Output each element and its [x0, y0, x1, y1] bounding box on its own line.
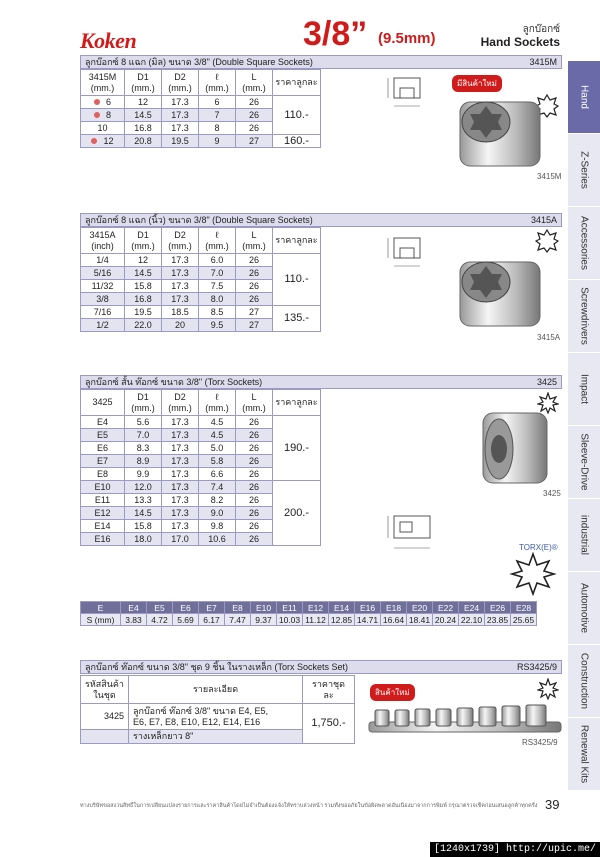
cell: 20	[162, 319, 199, 332]
cell: 17.3	[162, 507, 199, 520]
cell: 17.3	[162, 520, 199, 533]
size-cell: 8	[81, 109, 125, 122]
section-title: ลูกบ๊อกซ์ ท๊อกซ์ ขนาด 3/8" ชุด 9 ชิ้น ในรางเหล็ก (Torx Sockets Set) RS3425/9	[80, 660, 562, 674]
tab-hand[interactable]: Hand	[568, 60, 600, 133]
cell: 5.8	[199, 455, 236, 468]
price-cell: 110.-	[273, 96, 321, 135]
cell: 12	[125, 254, 162, 267]
cell: E11	[277, 602, 303, 614]
cell: 6.0	[199, 254, 236, 267]
cell: 6.6	[199, 468, 236, 481]
cell: 11.12	[303, 614, 329, 626]
col-header: ℓ (mm.)	[199, 228, 236, 254]
cell: 17.3	[162, 416, 199, 429]
cell: E12	[303, 602, 329, 614]
table-row	[81, 306, 321, 319]
col-header: D2 (mm.)	[162, 390, 199, 416]
cell: E4	[121, 602, 147, 614]
cell: 17.3	[162, 109, 199, 122]
torx-icon	[537, 678, 559, 700]
cell: 26	[236, 96, 273, 109]
price-cell: 1,750.-	[303, 704, 355, 744]
table-row	[81, 254, 321, 267]
col-header: รหัสสินค้า ในชุด	[81, 676, 129, 704]
tab-z-series[interactable]: Z-Series	[568, 133, 600, 206]
size-cell: 6	[81, 96, 125, 109]
cell: 12.0	[125, 481, 162, 494]
table-row	[81, 96, 321, 109]
cell: 5.0	[199, 442, 236, 455]
section-title: ลูกบ๊อกซ์ 8 แฉก (นิ้ว) ขนาด 3/8" (Double Square Sockets) 3415A	[80, 213, 562, 227]
tab-construction[interactable]: Construction	[568, 644, 600, 717]
cell: E28	[511, 602, 537, 614]
cell	[81, 730, 129, 744]
size-cell: 3/8	[81, 293, 125, 306]
socket-photo-3425	[475, 405, 555, 487]
cell: 17.3	[162, 293, 199, 306]
new-item-dot	[91, 138, 97, 144]
cell: E20	[407, 602, 433, 614]
col-header: ราคาลูกละ	[273, 228, 321, 254]
cell: 17.3	[162, 481, 199, 494]
size-cell: 10	[81, 122, 125, 135]
double-square-icon	[535, 229, 559, 253]
cell: 9.0	[199, 507, 236, 520]
size-cell: 11/32	[81, 280, 125, 293]
cell: รางเหล็กยาว 8"	[129, 730, 303, 744]
cell: 26	[236, 520, 273, 533]
cell: E26	[485, 602, 511, 614]
cell: E16	[355, 602, 381, 614]
set-table	[80, 675, 355, 744]
cell: 19.5	[162, 135, 199, 148]
cell: 26	[236, 481, 273, 494]
cell: 26	[236, 254, 273, 267]
cell: 5.6	[125, 416, 162, 429]
table-row	[81, 676, 355, 704]
cell: 17.3	[162, 494, 199, 507]
cell: 4.5	[199, 429, 236, 442]
price-cell: 200.-	[273, 481, 321, 546]
cell: 7	[199, 109, 236, 122]
section-rs3425-9	[80, 660, 562, 675]
spec-table	[80, 227, 321, 332]
tab-sleeve-drive[interactable]: Sleeve-Drive	[568, 425, 600, 498]
cell: 17.3	[162, 468, 199, 481]
tab-accessories[interactable]: Accessories	[568, 206, 600, 279]
cell: 16.8	[125, 293, 162, 306]
size-cell: 5/16	[81, 267, 125, 280]
size-cell: E14	[81, 520, 125, 533]
size-cell: E16	[81, 533, 125, 546]
cell: E18	[381, 602, 407, 614]
socket-dimension-diagram	[380, 230, 450, 276]
cell: 26	[236, 468, 273, 481]
table-row	[81, 614, 537, 626]
cell: 8.3	[125, 442, 162, 455]
page-title-thai: ลูกบ๊อกซ์	[522, 24, 560, 35]
cell: 26	[236, 494, 273, 507]
col-header: รายละเอียด	[129, 676, 303, 704]
size-cell: E12	[81, 507, 125, 520]
cell: 3.83	[121, 614, 147, 626]
cell: 10.6	[199, 533, 236, 546]
cell: 8.5	[199, 306, 236, 319]
col-header: ℓ (mm.)	[199, 390, 236, 416]
cell: ลูกบ๊อกซ์ ท๊อกซ์ 3/8" ขนาด E4, E5, E6, E7, E8, E10, E12, E14, E16	[129, 704, 303, 730]
tab-renewal-kits[interactable]: Renewal Kits	[568, 717, 600, 790]
page-title: Hand Sockets	[480, 35, 560, 49]
col-header: ราคาลูกละ	[273, 70, 321, 96]
col-header: D1 (mm.)	[125, 390, 162, 416]
cell: 9.5	[199, 319, 236, 332]
image-caption: 3415A	[537, 333, 561, 342]
cell: 18.0	[125, 533, 162, 546]
cell: 17.3	[162, 429, 199, 442]
cell: 26	[236, 416, 273, 429]
cell: 20.8	[125, 135, 162, 148]
section-title: ลูกบ๊อกซ์ 8 แฉก (มิล) ขนาด 3/8" (Double Square Sockets) 3415M	[80, 55, 562, 69]
cell: 15.8	[125, 280, 162, 293]
image-caption: 3425	[543, 489, 561, 498]
table-row	[81, 135, 321, 148]
cell: 10.03	[277, 614, 303, 626]
cell: 25.65	[511, 614, 537, 626]
new-product-badge: มีสินค้าใหม่	[452, 75, 502, 92]
col-header: ราคาลูกละ	[273, 390, 321, 416]
cell: 27	[236, 135, 273, 148]
spec-table	[80, 389, 321, 546]
cell: 17.3	[162, 96, 199, 109]
cell: 7.0	[125, 429, 162, 442]
cell: 14.5	[125, 109, 162, 122]
cell: 22.10	[459, 614, 485, 626]
cell: 23.85	[485, 614, 511, 626]
torx-label: TORX(E)®	[519, 543, 558, 552]
cell: 8.9	[125, 455, 162, 468]
price-cell: 160.-	[273, 135, 321, 148]
cell: 4.72	[147, 614, 173, 626]
price-cell: 135.-	[273, 306, 321, 332]
socket-photo-3415a	[450, 254, 550, 330]
size-cell: E6	[81, 442, 125, 455]
socket-dimension-diagram	[380, 508, 450, 558]
price-cell: 190.-	[273, 416, 321, 481]
cell: 6	[199, 96, 236, 109]
row-label: S (mm)	[81, 614, 121, 626]
col-header: D1 (mm.)	[125, 70, 162, 96]
tab-impact[interactable]: Impact	[568, 352, 600, 425]
cell: E6	[173, 602, 199, 614]
size-cell: 1/2	[81, 319, 125, 332]
tab-automotive[interactable]: Automotive	[568, 571, 600, 644]
size-cell: E5	[81, 429, 125, 442]
cell: 15.8	[125, 520, 162, 533]
cell: 18.41	[407, 614, 433, 626]
size-cell: 1/4	[81, 254, 125, 267]
size-cell: 12	[81, 135, 125, 148]
size-cell: E8	[81, 468, 125, 481]
cell: 7.5	[199, 280, 236, 293]
cell: 5.69	[173, 614, 199, 626]
category-tabs	[568, 60, 600, 790]
cell: 26	[236, 455, 273, 468]
col-header: D2 (mm.)	[162, 228, 199, 254]
col-header: 3415M (mm.)	[81, 70, 125, 96]
image-caption: RS3425/9	[522, 738, 558, 747]
col-header: D2 (mm.)	[162, 70, 199, 96]
cell: 13.3	[125, 494, 162, 507]
col-header: D1 (mm.)	[125, 228, 162, 254]
cell: 9.8	[199, 520, 236, 533]
cell: 7.47	[225, 614, 251, 626]
cell: 16.64	[381, 614, 407, 626]
cell: 14.5	[125, 507, 162, 520]
brand-logo: Koken	[80, 28, 137, 53]
drive-size-mm: (9.5mm)	[378, 30, 436, 47]
torx-profile-diagram	[508, 552, 558, 596]
cell: 26	[236, 267, 273, 280]
table-row	[81, 602, 537, 614]
price-cell: 110.-	[273, 254, 321, 306]
cell: E7	[199, 602, 225, 614]
col-header: ℓ (mm.)	[199, 70, 236, 96]
cell: 22.0	[125, 319, 162, 332]
size-cell: E11	[81, 494, 125, 507]
col-header: L (mm.)	[236, 390, 273, 416]
cell: 9.37	[251, 614, 277, 626]
cell: 14.71	[355, 614, 381, 626]
cell: 26	[236, 533, 273, 546]
cell: E22	[433, 602, 459, 614]
socket-dimension-diagram	[380, 70, 450, 116]
cell: 26	[236, 122, 273, 135]
image-credit: [1240x1739] http://upic.me/	[430, 842, 600, 857]
col-header: 3415A (inch)	[81, 228, 125, 254]
cell: 8.0	[199, 293, 236, 306]
col-header: 3425	[81, 390, 125, 416]
socket-set-photo	[365, 700, 565, 736]
tab-industrial[interactable]: industrial	[568, 498, 600, 571]
cell: 8.2	[199, 494, 236, 507]
cell: E8	[225, 602, 251, 614]
cell: 14.5	[125, 267, 162, 280]
col-header: L (mm.)	[236, 228, 273, 254]
col-header: ราคาชุดละ	[303, 676, 355, 704]
new-item-dot	[94, 99, 100, 105]
cell: E10	[251, 602, 277, 614]
size-cell: E7	[81, 455, 125, 468]
cell: 7.0	[199, 267, 236, 280]
cell: 18.5	[162, 306, 199, 319]
size-cell: E4	[81, 416, 125, 429]
table-row	[81, 481, 321, 494]
cell: E5	[147, 602, 173, 614]
cell: 16.8	[125, 122, 162, 135]
row-label: E	[81, 602, 121, 614]
cell: 27	[236, 319, 273, 332]
footer-note: ทางบริษัทขอสงวนสิทธิ์ในการเปลี่ยนแปลงรายการและราคาสินค้าโดยไม่จำเป็นต้องแจ้งให้ทราบล่วงหน้า รวมทั้งขออภัยในข้อผิดพลาดอันเนื่องมาจากการพิมพ์ กรุณาตรวจเช็คก่อนเสนอลูกค้าทุกครั้ง	[80, 803, 538, 809]
cell: 17.3	[162, 442, 199, 455]
drive-size: 3/8”	[303, 15, 368, 53]
cell: 12.85	[329, 614, 355, 626]
cell: 17.3	[162, 455, 199, 468]
table-row	[81, 416, 321, 429]
torx-size-table	[80, 601, 537, 626]
cell: 17.3	[162, 267, 199, 280]
section-title: ลูกบ๊อกซ์ สั้น ท๊อกซ์ ขนาด 3/8" (Torx Sockets) 3425	[80, 375, 562, 389]
tab-screwdrivers[interactable]: Screwdrivers	[568, 279, 600, 352]
table-row	[81, 704, 355, 730]
page-header	[0, 0, 600, 55]
cell: 9	[199, 135, 236, 148]
cell: 17.3	[162, 122, 199, 135]
cell: E24	[459, 602, 485, 614]
cell: E14	[329, 602, 355, 614]
cell: 19.5	[125, 306, 162, 319]
cell: 9.9	[125, 468, 162, 481]
cell: 20.24	[433, 614, 459, 626]
cell: 12	[125, 96, 162, 109]
image-caption: 3415M	[537, 172, 562, 181]
size-cell: 7/16	[81, 306, 125, 319]
cell: 26	[236, 507, 273, 520]
cell: 17.0	[162, 533, 199, 546]
cell: 7.4	[199, 481, 236, 494]
cell: 8	[199, 122, 236, 135]
cell: 26	[236, 442, 273, 455]
cell: 26	[236, 109, 273, 122]
cell: 3425	[81, 704, 129, 730]
cell: 17.3	[162, 254, 199, 267]
page-number: 39	[545, 797, 560, 812]
cell: 4.5	[199, 416, 236, 429]
size-cell: E10	[81, 481, 125, 494]
col-header: L (mm.)	[236, 70, 273, 96]
cell: 26	[236, 280, 273, 293]
new-item-dot	[94, 112, 100, 118]
cell: 26	[236, 429, 273, 442]
cell: 27	[236, 306, 273, 319]
cell: 26	[236, 293, 273, 306]
socket-photo-3415m	[450, 94, 550, 170]
cell: 6.17	[199, 614, 225, 626]
spec-table	[80, 69, 321, 148]
new-product-badge: สินค้าใหม่	[370, 684, 415, 701]
cell: 17.3	[162, 280, 199, 293]
